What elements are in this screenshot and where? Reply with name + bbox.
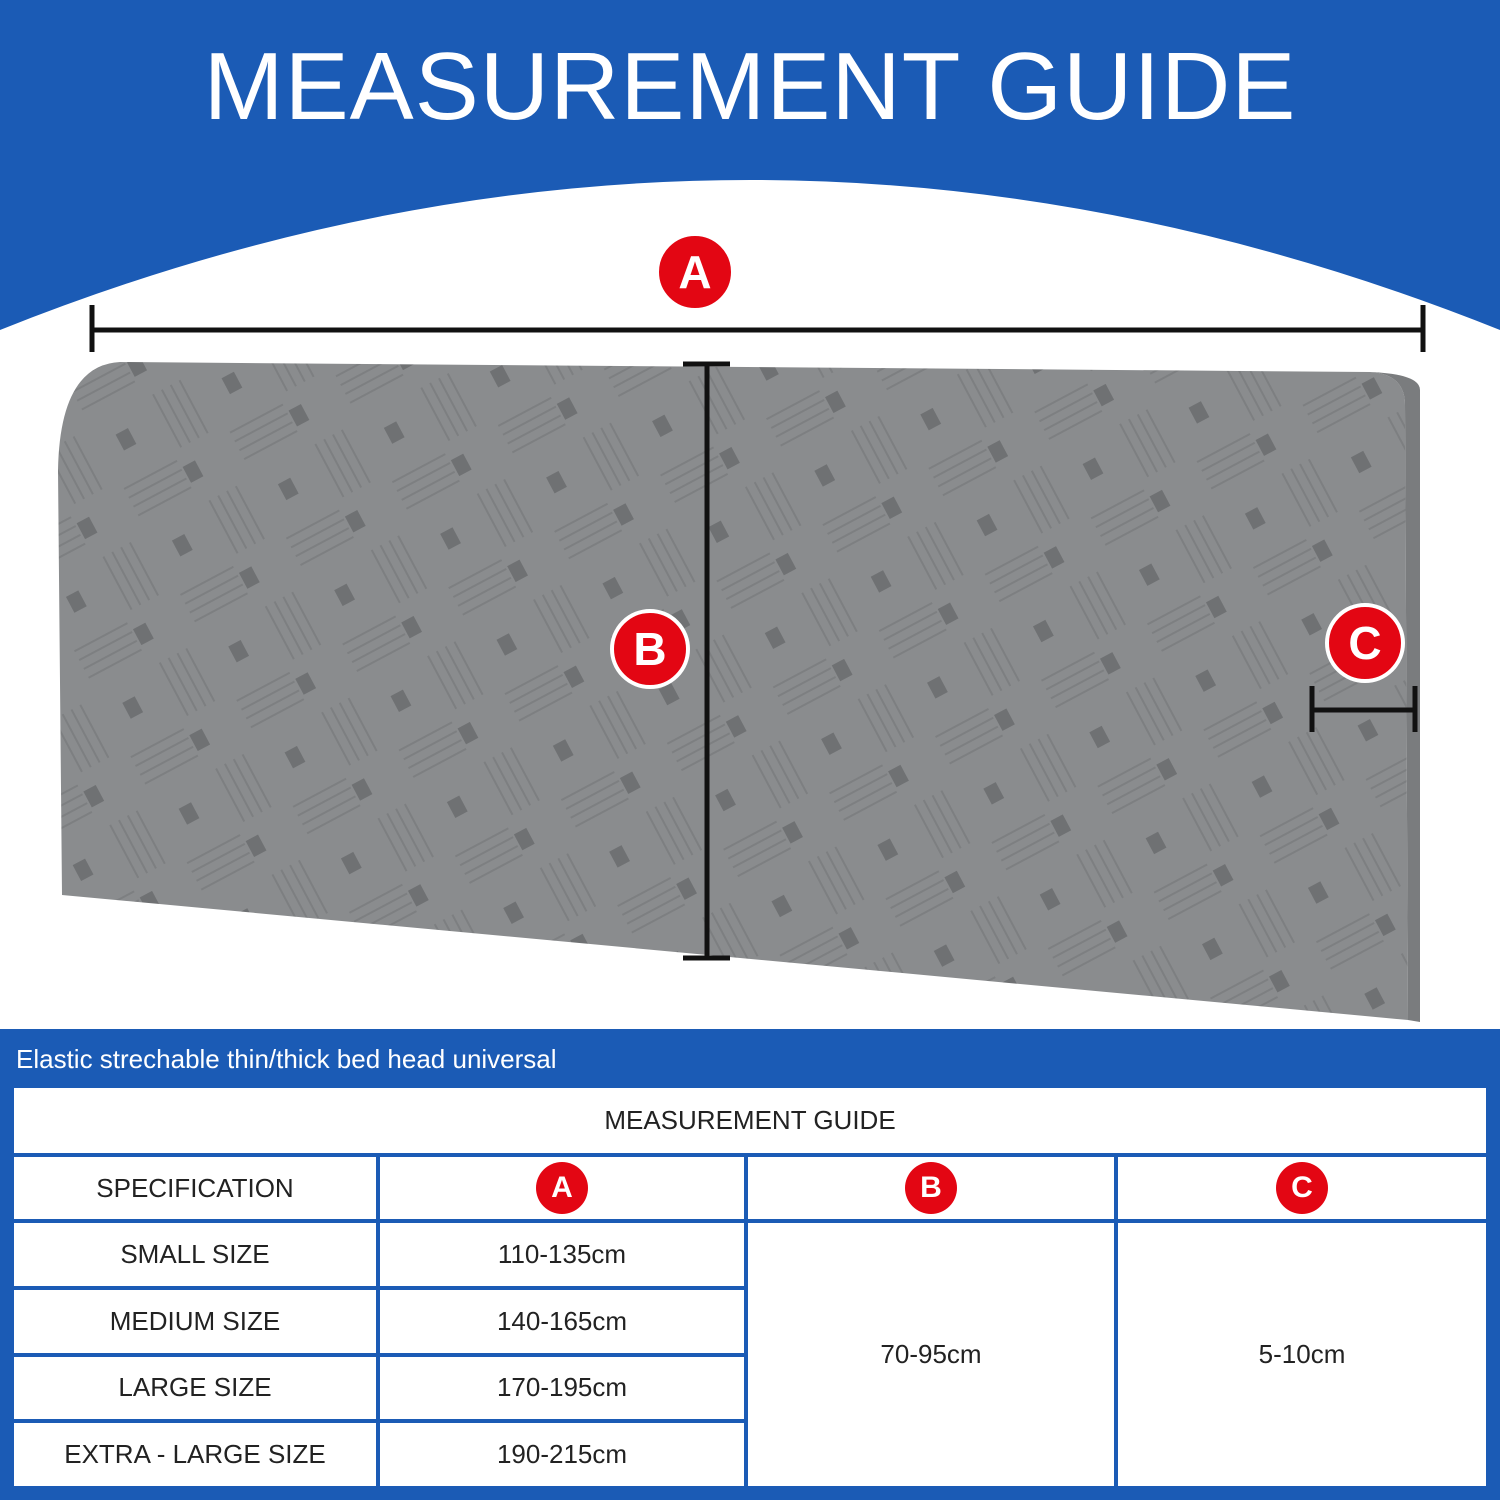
size-a-value: 190-215cm [378,1421,746,1488]
marker-b-badge: B [610,609,690,689]
marker-a-badge: A [655,232,735,312]
size-a-value: 140-165cm [378,1288,746,1355]
marker-c-badge: C [1325,603,1405,683]
size-label: LARGE SIZE [12,1355,378,1422]
size-a-value: 170-195cm [378,1355,746,1422]
panel-subtitle: Elastic strechable thin/thick bed head universal [16,1044,557,1074]
table-title: MEASUREMENT GUIDE [12,1086,1488,1155]
header-c [1116,1155,1488,1222]
size-label: SMALL SIZE [12,1221,378,1288]
size-a-value: 110-135cm [378,1221,746,1288]
header-b-badge: B [905,1162,957,1214]
c-value: 5-10cm [1116,1221,1488,1488]
header-a-badge: A [536,1162,588,1214]
table-header-row [12,1155,1488,1222]
header-c-badge: C [1276,1162,1328,1214]
page-title: MEASUREMENT GUIDE [203,33,1297,140]
size-label: EXTRA - LARGE SIZE [12,1421,378,1488]
dimension-line-a [92,305,1423,352]
headboard-front [58,362,1408,1020]
table-row [12,1221,1488,1288]
header-b [746,1155,1116,1222]
header-a [378,1155,746,1222]
b-value: 70-95cm [746,1221,1116,1488]
size-table [12,1086,1488,1488]
spec-header: SPECIFICATION [12,1155,378,1222]
size-label: MEDIUM SIZE [12,1288,378,1355]
